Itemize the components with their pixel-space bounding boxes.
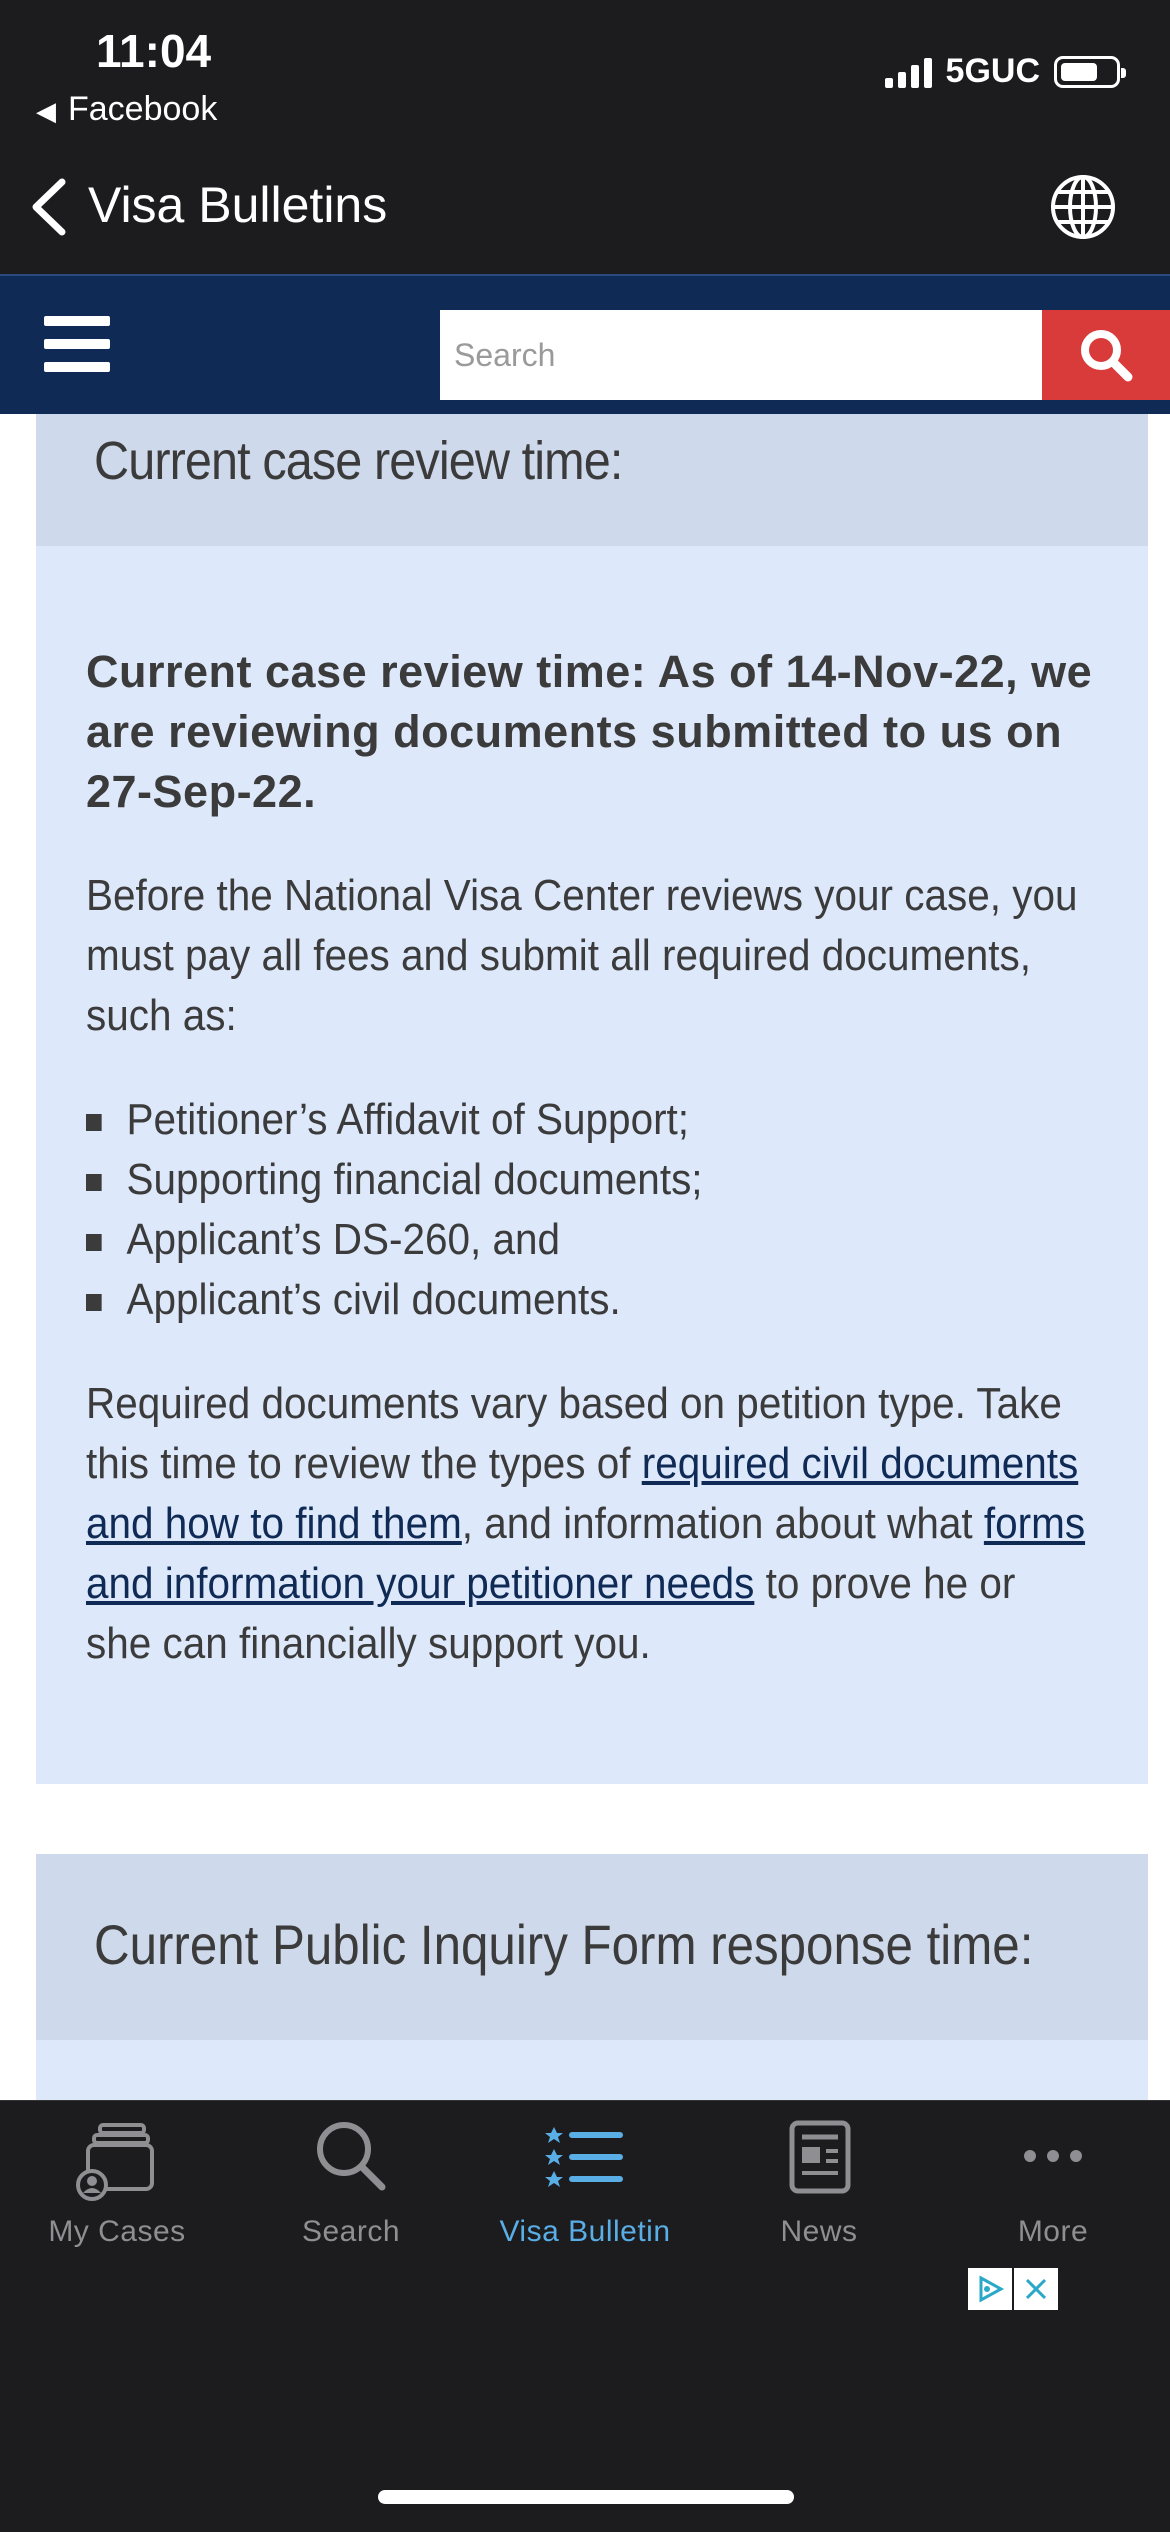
case-review-heading-box bbox=[36, 414, 1148, 546]
search-icon bbox=[306, 2111, 396, 2201]
list-item: Supporting financial documents; bbox=[86, 1150, 1092, 1210]
home-indicator[interactable] bbox=[378, 2490, 794, 2504]
public-inquiry-body bbox=[36, 2040, 1148, 2100]
web-content[interactable] bbox=[0, 414, 1170, 2100]
hamburger-menu-icon[interactable] bbox=[44, 316, 110, 372]
battery-icon bbox=[1054, 56, 1120, 88]
back-to-app-link[interactable] bbox=[36, 90, 217, 129]
required-civil-documents-link[interactable]: required civil documents and how to find them bbox=[86, 1439, 1079, 1548]
required-documents-list bbox=[86, 1090, 1098, 1330]
public-inquiry-heading-box bbox=[36, 1854, 1148, 2040]
tab-visa-bulletin[interactable] bbox=[468, 2111, 702, 2249]
list-item: Applicant’s DS-260, and bbox=[86, 1210, 1092, 1270]
tab-news[interactable] bbox=[702, 2111, 936, 2249]
case-review-intro: Before the National Visa Center reviews your case, you must pay all fees and submit all required documents, such as: bbox=[86, 871, 1078, 1040]
page-title: Visa Bulletins bbox=[88, 177, 388, 233]
case-review-heading: Current case review time: bbox=[94, 431, 623, 491]
tab-label: My Cases bbox=[48, 2215, 186, 2248]
ad-close-icon[interactable] bbox=[1014, 2268, 1058, 2310]
tab-label: Search bbox=[301, 2215, 401, 2248]
back-app-label: Facebook bbox=[68, 90, 218, 128]
case-review-body bbox=[36, 546, 1148, 1784]
more-icon bbox=[1008, 2111, 1098, 2201]
back-triangle-icon: ◀ bbox=[36, 96, 56, 126]
closing-text: Required documents vary based on petition type. Take this time to review the types of bbox=[86, 1379, 1062, 1488]
magnifier-icon bbox=[1076, 325, 1136, 385]
closing-text: , and information about what bbox=[461, 1499, 984, 1548]
ad-choices-icon[interactable] bbox=[968, 2268, 1012, 2310]
list-item: Petitioner’s Affidavit of Support; bbox=[86, 1090, 1092, 1150]
tab-my-cases[interactable] bbox=[0, 2111, 234, 2249]
petitioner-forms-link[interactable]: forms and information your petitioner needs bbox=[86, 1499, 1086, 1608]
list-icon bbox=[540, 2111, 630, 2201]
case-review-closing bbox=[86, 1374, 1092, 1674]
ad-badge[interactable] bbox=[968, 2268, 1058, 2310]
tab-search[interactable] bbox=[234, 2111, 468, 2249]
site-search-input[interactable] bbox=[440, 310, 1042, 400]
case-review-lead: Current case review time: As of 14-Nov-22, we are reviewing documents submitted to us on 27-Sep-22. bbox=[86, 646, 1093, 817]
tab-label: Visa Bulletin bbox=[499, 2215, 671, 2248]
news-icon bbox=[774, 2111, 864, 2201]
closing-text: to prove he or she can financially support you. bbox=[86, 1559, 1016, 1668]
tab-bar bbox=[0, 2100, 1170, 2532]
tab-label: More bbox=[1017, 2215, 1089, 2248]
list-item: Applicant’s civil documents. bbox=[86, 1270, 1092, 1330]
network-type: 5GUC bbox=[945, 52, 1040, 90]
app-nav-bar bbox=[0, 140, 1170, 274]
public-inquiry-heading: Current Public Inquiry Form response time: bbox=[94, 1913, 1034, 1976]
signal-icon bbox=[885, 56, 932, 88]
search-button[interactable] bbox=[1042, 310, 1170, 400]
my-cases-icon bbox=[72, 2111, 162, 2201]
status-bar bbox=[0, 0, 1170, 140]
tab-more[interactable] bbox=[936, 2111, 1170, 2249]
globe-icon[interactable] bbox=[1048, 172, 1118, 242]
status-time: 11:04 bbox=[96, 25, 212, 77]
tab-label: News bbox=[780, 2215, 858, 2248]
status-indicators bbox=[885, 52, 1120, 91]
back-chevron-icon[interactable] bbox=[24, 174, 84, 240]
site-header bbox=[0, 274, 1170, 414]
